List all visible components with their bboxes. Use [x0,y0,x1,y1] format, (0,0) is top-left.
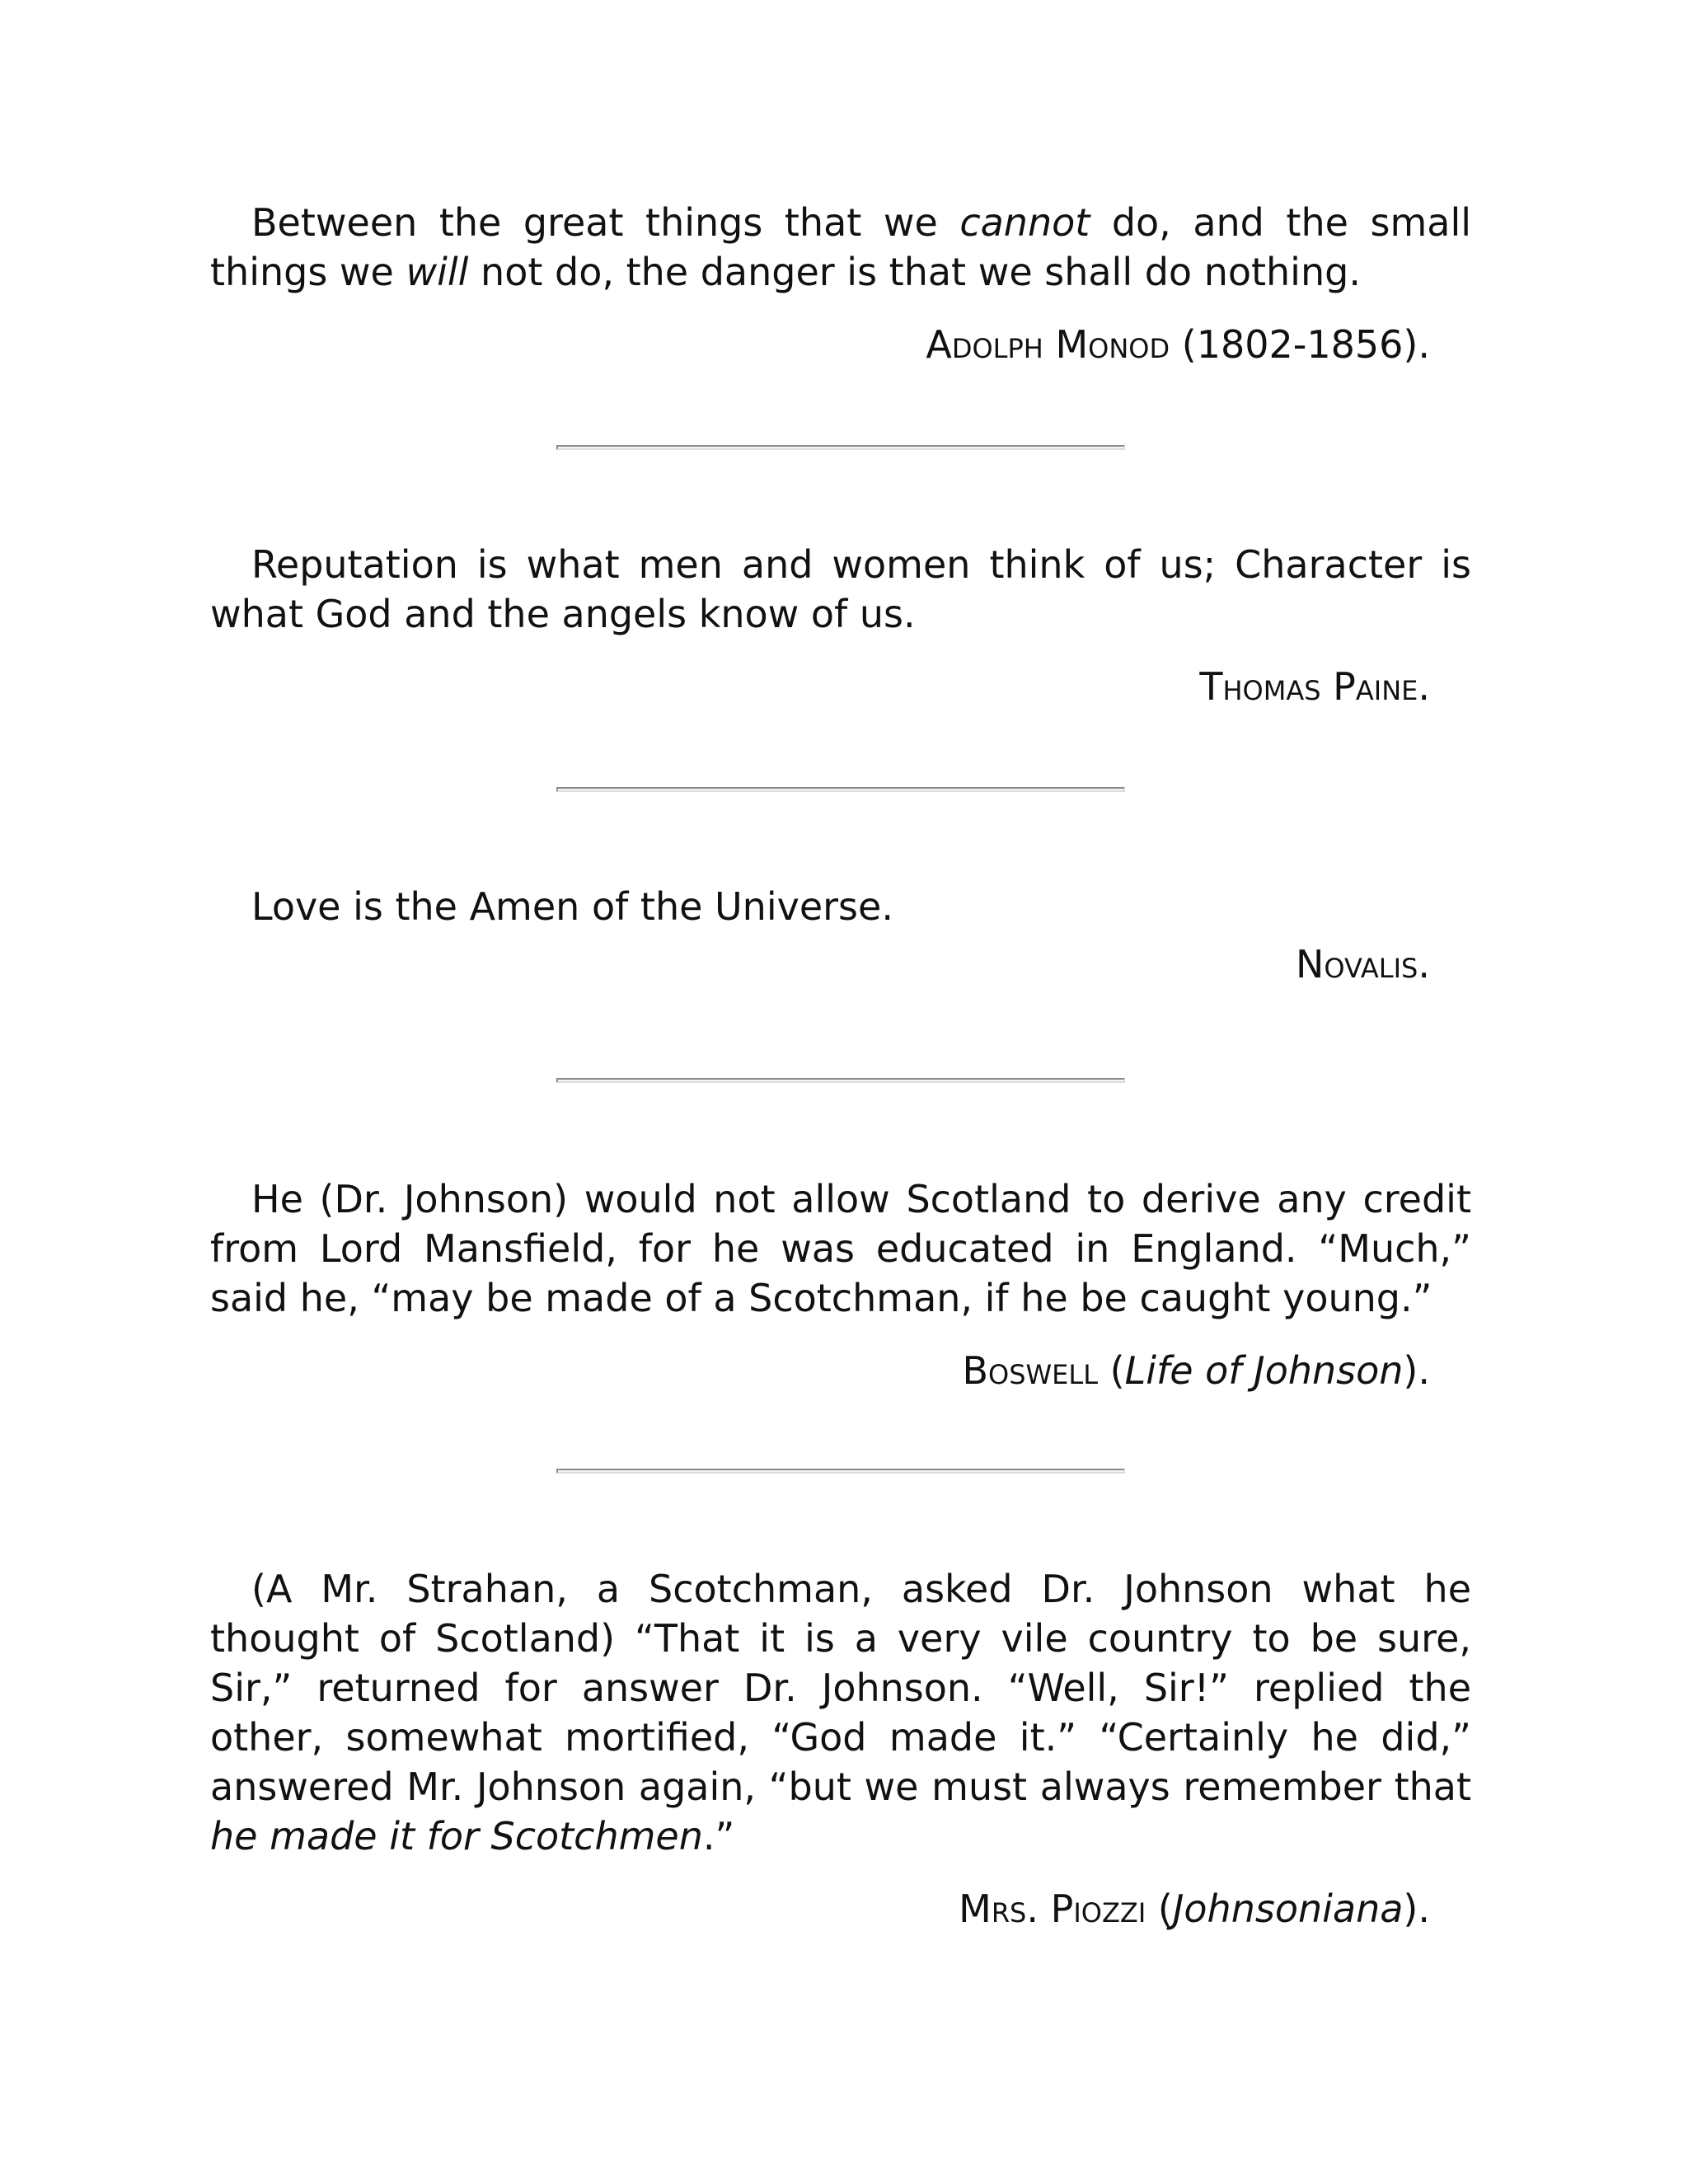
quote-text: He (Dr. Johnson) would not allow Scotland to derive any credit from Lord Mansfield, for he was educated in England. “Much,” said he, “may be made of a Scotchman, if he be caught young.” [210,1177,1471,1320]
quote-text-segment: (A Mr. Strahan, a Scotchman, asked Dr. Johnson what he thought of Scotland) “That it is a very vile country to be sure, Sir,” returned for answer Dr. Johnson. “Well, Sir!” replied the other, somewhat mortified, “God made it.” “Certainly he did,” answered Mr. Johnson again, “but we must always remember that [210,1567,1471,1809]
quote-text-segment: do, and the small things we [210,200,1471,294]
attribution-punctuation: . [1418,942,1430,987]
quote-paine [210,540,1471,711]
quote-text: Reputation is what men and women think of us; Character is what God and the angels know of us. [210,542,1471,636]
attribution-punctuation: ). [1403,1348,1430,1393]
attribution-punctuation: ( [1146,1886,1173,1931]
quote-emphasis: cannot [959,200,1090,245]
attribution-punctuation: . [1418,664,1430,709]
quote-text-segment: not do, the danger is that we shall do nothing. [468,250,1361,294]
quote-text: Love is the Amen of the Universe. [251,884,893,929]
attribution-punctuation: ). [1403,1886,1430,1931]
quote-emphasis: will [406,250,469,294]
quote-text [210,1564,1471,1861]
author-name: Boswell [962,1348,1099,1393]
quote-attribution [210,1884,1471,1933]
quote-boswell [210,1174,1471,1395]
attribution-punctuation: ( [1098,1348,1125,1393]
quote-novalis [210,882,1471,989]
separator-rule [556,787,1125,792]
quote-monod [210,198,1471,369]
quote-attribution [210,662,1471,711]
quote-emphasis: he made it for Scotchmen [210,1814,703,1858]
quote-text [210,198,1471,297]
quote-text-segment: .” [702,1814,735,1858]
work-title: Life of Johnson [1124,1348,1404,1393]
separator-rule [556,445,1125,450]
quote-text-segment: Between the great things that we [251,200,960,245]
work-title: Johnsoniana [1172,1886,1404,1931]
quote-piozzi [210,1564,1471,1933]
author-name: Adolph Monod [926,322,1170,367]
quote-attribution [210,320,1471,369]
quote-attribution [210,940,1471,989]
author-name: Mrs. Piozzi [959,1886,1146,1931]
author-name: Thomas Paine [1199,664,1418,709]
separator-rule [556,1469,1125,1474]
quote-attribution [210,1346,1471,1395]
author-dates: (1802-1856). [1170,322,1430,367]
author-name: Novalis [1296,942,1418,987]
separator-rule [556,1078,1125,1083]
